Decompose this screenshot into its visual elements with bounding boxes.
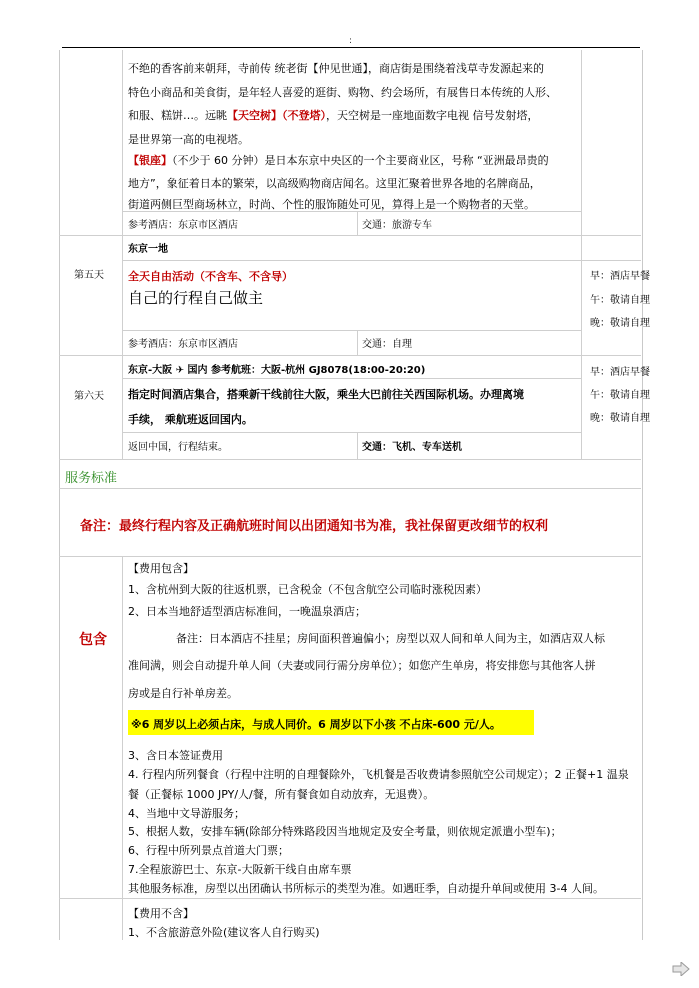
- row-divider: [59, 556, 641, 557]
- hotel-note-line: 备注：日本酒店不挂星；房间面积普遍偏小；房型以双人间和单人间为主，如酒店双人标: [176, 632, 605, 645]
- day6-return: 返回中国，行程结束。: [128, 442, 228, 453]
- include-item: 2、日本当地舒适型酒店标准间，一晚温泉酒店；: [128, 605, 366, 618]
- service-heading: 服务标准: [65, 471, 118, 486]
- day5-meal-breakfast: 早：酒店早餐: [590, 271, 650, 282]
- include-item: 6、行程中所列景点首道大门票；: [128, 844, 289, 857]
- ginza-label: 【银座】: [128, 154, 172, 167]
- row-divider: [122, 330, 581, 331]
- day4-transport: 交通：旅游专车: [362, 220, 432, 231]
- day4-text-line: [128, 107, 539, 123]
- col-divider: [122, 556, 123, 940]
- day4-text-line: 特色小商品和美食街，是年轻人喜爱的逛街、购物、约会场所，有展售日本传统的人形、: [128, 86, 557, 99]
- include-item: 4、当地中文导游服务；: [128, 807, 245, 820]
- row-divider: [59, 459, 641, 460]
- next-page-arrow-icon[interactable]: [672, 962, 690, 976]
- include-item: 其他服务标准，房型以出团确认书所标示的类型为准。如遇旺季，自动提升单间或使用 3-4 人间。: [128, 882, 604, 895]
- day5-hotel: 参考酒店：东京市区酒店: [128, 339, 238, 350]
- col-divider: [357, 330, 358, 355]
- ginza-text-line: 街道两侧巨型商场林立，时尚、个性的服饰随处可见，算得上是一个购物者的天堂。: [128, 198, 535, 211]
- include-item: 1、含杭州到大阪的往返机票，已含税金（不包含航空公司临时涨税因素）: [128, 583, 487, 596]
- day4-line3-pre: 和服、糕饼…。远眺: [128, 109, 227, 122]
- day6-desc-line: 手续， 乘航班返回国内。: [128, 413, 253, 426]
- hotel-note-line: 房或是自行补单房差。: [128, 687, 238, 700]
- day5-meal-dinner: 晚：敬请自理: [590, 318, 650, 329]
- day6-meal-dinner: 晚：敬请自理: [590, 413, 650, 424]
- day5-label: 第五天: [74, 270, 104, 281]
- exclude-item: 1、不含旅游意外险(建议客人自行购买): [128, 926, 320, 939]
- day6-route: 东京-大阪 ✈ 国内 参考航班：大阪-杭州 GJ8078(18:00-20:20): [128, 365, 426, 376]
- include-item: 3、含日本签证费用: [128, 749, 223, 762]
- skytree-label: 【天空树】（不登塔）: [227, 109, 326, 122]
- include-title: 【费用包含】: [128, 562, 194, 575]
- ginza-text: （不少于 60 分钟）是日本东京中央区的一个主要商业区，号称 “亚洲最昂贵的: [172, 154, 549, 167]
- col-divider: [122, 50, 123, 459]
- include-item: 餐（正餐标 1000 JPY/人/餐，所有餐食如自动放弃，无退费）。: [128, 788, 435, 801]
- day6-desc-line: 指定时间酒店集合，搭乘新干线前往大阪，乘坐大巴前往关西国际机场。办理离境: [128, 388, 524, 401]
- day6-meal-lunch: 午：敬请自理: [590, 390, 650, 401]
- include-label: 包含: [79, 632, 107, 648]
- header-mark: :: [349, 36, 353, 46]
- day6-label: 第六天: [74, 391, 104, 402]
- include-item: 5、根据人数，安排车辆(除部分特殊路段因当地规定及安全考量，则依规定派遣小型车)；: [128, 825, 562, 838]
- day4-hotel: 参考酒店：东京市区酒店: [128, 220, 238, 231]
- hotel-note-line: 准间满，则会自动提升单人间（夫妻或同行需分房单位）；如您产生单房，将安排您与其他客人拼: [128, 659, 596, 672]
- day5-free-title: 全天自由活动（不含车、不含导）: [128, 270, 293, 283]
- day4-text-line: 不绝的香客前来朝拜，寺前传 统老街【仲见世通】，商店街是围绕着浅草寺发源起来的: [128, 62, 544, 75]
- row-divider: [59, 898, 641, 899]
- ginza-text-line: 地方”，象征着日本的繁荣，以高级购物商店闻名。这里汇聚着世界各地的名牌商品，: [128, 177, 541, 190]
- service-note: 备注：最终行程内容及正确航班时间以出团通知书为准，我社保留更改细节的权利: [80, 519, 549, 534]
- exclude-title: 【费用不含】: [128, 907, 194, 920]
- col-divider: [357, 432, 358, 459]
- day5-meal-lunch: 午：敬请自理: [590, 295, 650, 306]
- row-divider: [122, 378, 581, 379]
- day5-free-subtitle: 自己的行程自己做主: [128, 289, 264, 307]
- col-divider: [581, 50, 582, 459]
- row-divider: [59, 355, 641, 356]
- row-divider: [59, 235, 641, 236]
- day5-transport: 交通：自理: [362, 339, 412, 350]
- row-divider: [59, 488, 641, 489]
- row-divider: [122, 432, 581, 433]
- day5-route: 东京一地: [128, 244, 168, 255]
- row-divider: [122, 260, 641, 261]
- day6-meal-breakfast: 早：酒店早餐: [590, 367, 650, 378]
- day4-text-line: 是世界第一高的电视塔。: [128, 133, 249, 146]
- day6-transport: 交通：飞机、专车送机: [362, 442, 462, 453]
- child-policy: ※6 周岁以上必须占床，与成人同价。6 周岁以下小孩 不占床-600 元/人。: [131, 718, 501, 731]
- include-item: 4. 行程内所列餐食（行程中注明的自理餐除外，飞机餐是否收费请参照航空公司规定）；2 正餐+1 温泉: [128, 768, 629, 781]
- include-item: 7.全程旅游巴士、东京-大阪新干线自由席车票: [128, 863, 352, 876]
- col-divider: [357, 211, 358, 235]
- header-rule: [62, 47, 640, 48]
- day4-line3-post: ，天空树是一座地面数字电视 信号发射塔，: [326, 109, 539, 122]
- ginza-line: [128, 152, 549, 168]
